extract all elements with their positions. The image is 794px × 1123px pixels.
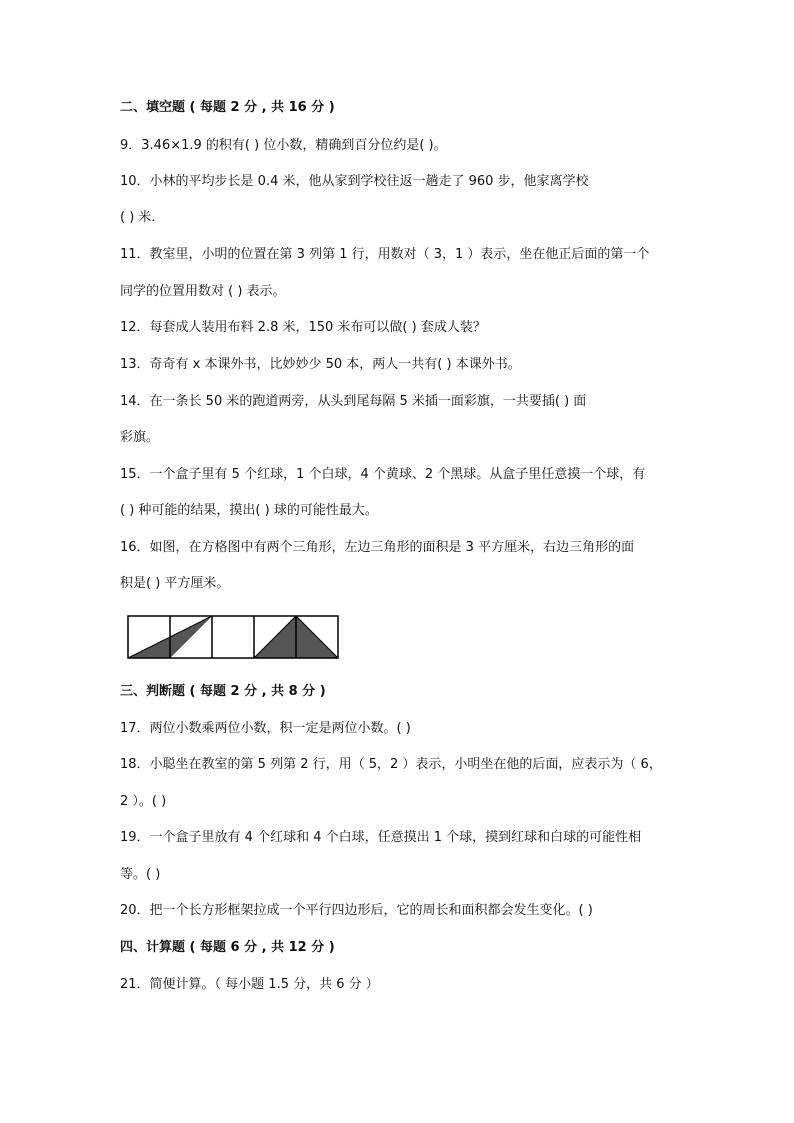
triangle-grid-figure xyxy=(127,615,343,661)
left-triangle-wedge xyxy=(170,616,212,658)
section-3-heading: 三、判断题 ( 每题 2 分 , 共 8 分 ) xyxy=(120,684,326,699)
question-14-line-2: 彩旗。 xyxy=(120,430,160,445)
question-15-line-1: 15．一个盒子里有 5 个红球，1 个白球，4 个黄球、2 个黑球。从盒子里任意摸一个球，有 xyxy=(120,467,646,482)
section-2-heading: 二、填空题 ( 每题 2 分 , 共 16 分 ) xyxy=(120,100,335,115)
question-17: 17．两位小数乘两位小数，积一定是两位小数。( ) xyxy=(120,721,411,736)
section-4-heading: 四、计算题 ( 每题 6 分 , 共 12 分 ) xyxy=(120,940,335,955)
question-21: 21．简便计算。（ 每小题 1.5 分，共 6 分 ） xyxy=(120,977,379,992)
question-19-line-2: 等。( ) xyxy=(120,867,161,882)
question-16-line-1: 16．如图，在方格图中有两个三角形，左边三角形的面积是 3 平方厘米，右边三角形的面 xyxy=(120,540,635,555)
question-18-line-1: 18．小聪坐在教室的第 5 列第 2 行，用（ 5，2 ）表示，小明坐在他的后面，应表示为（ 6， xyxy=(120,757,662,772)
question-11-line-2: 同学的位置用数对 ( ) 表示。 xyxy=(120,284,286,299)
question-11-line-1: 11．教室里，小明的位置在第 3 列第 1 行，用数对（ 3，1 ）表示，坐在他正后面的第一个 xyxy=(120,247,650,262)
question-14-line-1: 14．在一条长 50 米的跑道两旁，从头到尾每隔 5 米插一面彩旗，一共要插( ) 面 xyxy=(120,394,587,409)
question-9: 9．3.46×1.9 的积有( ) 位小数，精确到百分位约是( )。 xyxy=(120,138,447,153)
question-10-line-2: ( ) 米． xyxy=(120,210,165,225)
question-19-line-1: 19．一个盒子里放有 4 个红球和 4 个白球，任意摸出 1 个球，摸到红球和白球的可能性相 xyxy=(120,830,642,845)
question-15-line-2: ( ) 种可能的结果，摸出( ) 球的可能性最大。 xyxy=(120,503,378,518)
question-10-line-1: 10．小林的平均步长是 0.4 米，他从家到学校往返一趟走了 960 步，他家离学校 xyxy=(120,174,589,189)
triangle-fills xyxy=(128,616,338,658)
question-12: 12．每套成人装用布料 2.8 米，150 米布可以做( ) 套成人装？ xyxy=(120,320,486,335)
question-18-line-2: 2 ）。( ) xyxy=(120,794,167,809)
question-13: 13．奇奇有 x 本课外书，比妙妙少 50 本，两人一共有( ) 本课外书。 xyxy=(120,357,521,372)
question-20: 20．把一个长方形框架拉成一个平行四边形后，它的周长和面积都会发生变化。( ) xyxy=(120,903,593,918)
question-16-line-2: 积是( ) 平方厘米。 xyxy=(120,576,230,591)
